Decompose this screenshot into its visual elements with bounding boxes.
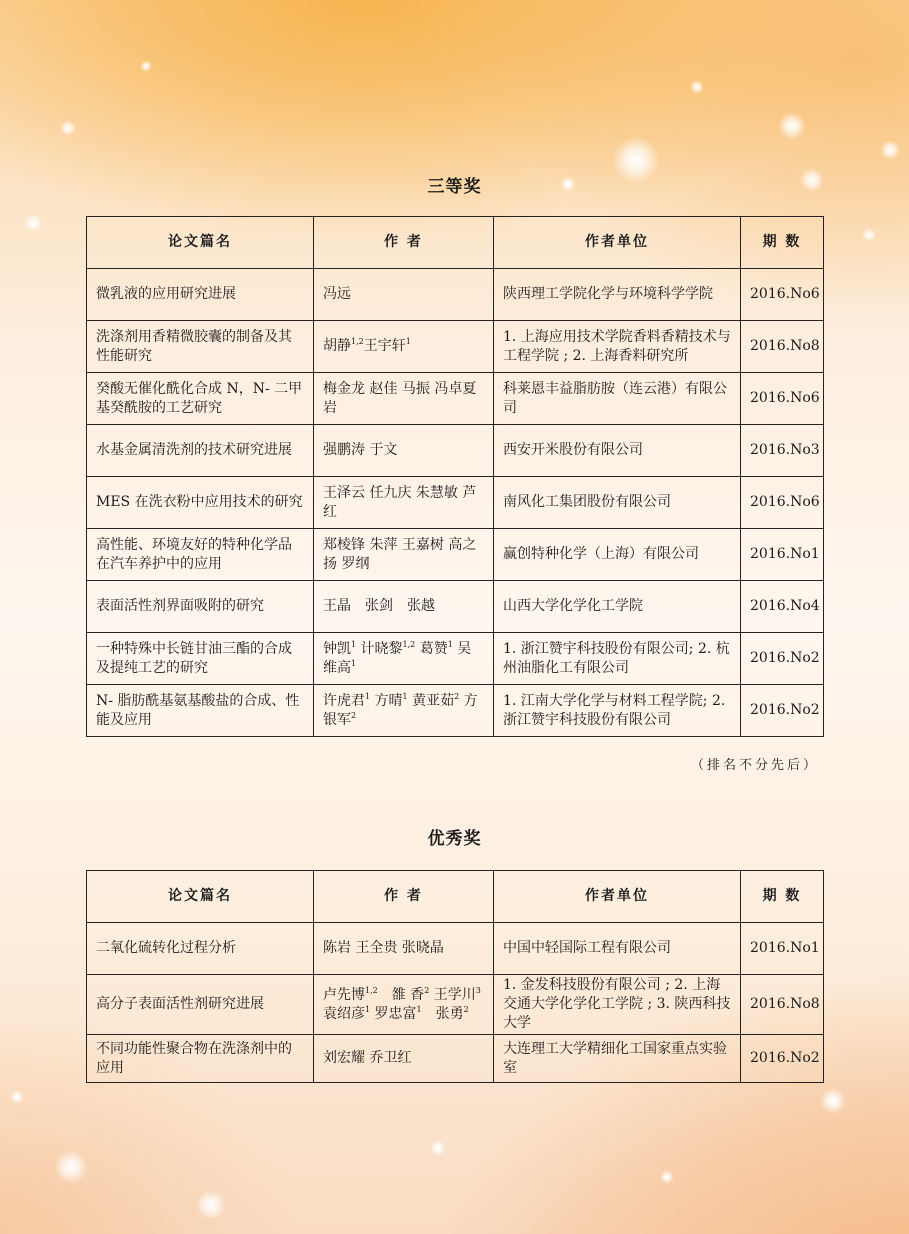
issue-cell: 2016.No6 bbox=[741, 477, 824, 529]
authors-cell bbox=[314, 321, 494, 373]
paper-title-cell: 高分子表面活性剂研究进展 bbox=[87, 975, 314, 1035]
header-issue: 期 数 bbox=[741, 217, 824, 269]
author-name: 计晓黎 bbox=[356, 640, 403, 657]
authors-cell bbox=[314, 581, 494, 633]
issue-cell: 2016.No1 bbox=[741, 923, 824, 975]
paper-title-cell: 微乳液的应用研究进展 bbox=[87, 269, 314, 321]
table-row bbox=[87, 1035, 824, 1083]
table-row bbox=[87, 269, 824, 321]
affiliation-marker: 1 bbox=[365, 691, 371, 701]
affiliation-cell: 科莱恩丰益脂肪胺（连云港）有限公司 bbox=[494, 373, 741, 425]
issue-cell: 2016.No2 bbox=[741, 685, 824, 737]
authors-cell bbox=[314, 975, 494, 1035]
header-authors: 作 者 bbox=[314, 217, 494, 269]
affiliation-marker: 1,2 bbox=[402, 639, 416, 649]
paper-title-cell: 二氧化硫转化过程分析 bbox=[87, 923, 314, 975]
paper-title-cell: 洗涤剂用香精微胶囊的制备及其性能研究 bbox=[87, 321, 314, 373]
table-row bbox=[87, 633, 824, 685]
header-unit: 作者单位 bbox=[494, 871, 741, 923]
paper-title-cell: 表面活性剂界面吸附的研究 bbox=[87, 581, 314, 633]
header-issue: 期 数 bbox=[741, 871, 824, 923]
affiliation-cell: 1. 金发科技股份有限公司 ; 2. 上海交通大学化学化工学院 ; 3. 陕西科技大学 bbox=[494, 975, 741, 1035]
table-row bbox=[87, 923, 824, 975]
issue-cell: 2016.No8 bbox=[741, 321, 824, 373]
header-paper: 论文篇名 bbox=[87, 871, 314, 923]
issue-cell: 2016.No6 bbox=[741, 269, 824, 321]
author-name: 方银军 bbox=[323, 692, 478, 728]
author-name: 方晴 bbox=[370, 692, 403, 709]
issue-cell: 2016.No2 bbox=[741, 1035, 824, 1083]
author-name: 强鹏涛 于文 bbox=[323, 442, 398, 458]
author-name: 黄亚茹 bbox=[407, 692, 455, 709]
affiliation-marker: 3 bbox=[475, 985, 481, 995]
issue-cell: 2016.No1 bbox=[741, 529, 824, 581]
authors-cell bbox=[314, 633, 494, 685]
issue-cell: 2016.No6 bbox=[741, 373, 824, 425]
affiliation-cell: 1. 江南大学化学与材料工程学院; 2. 浙江赞宇科技股份有限公司 bbox=[494, 685, 741, 737]
paper-title-cell: MES 在洗衣粉中应用技术的研究 bbox=[87, 477, 314, 529]
author-name: 梅金龙 赵佳 马振 冯卓夏岩 bbox=[323, 380, 477, 416]
author-name: 吴维高 bbox=[323, 640, 472, 676]
author-name: 王晶 张剑 张越 bbox=[323, 598, 435, 614]
table-row bbox=[87, 685, 824, 737]
author-name: 郑棱锋 朱萍 王嘉树 高之扬 罗纲 bbox=[323, 536, 477, 572]
affiliation-cell: 陕西理工学院化学与环境科学学院 bbox=[494, 269, 741, 321]
issue-cell: 2016.No2 bbox=[741, 633, 824, 685]
table-row bbox=[87, 477, 824, 529]
affiliation-cell: 南风化工集团股份有限公司 bbox=[494, 477, 741, 529]
paper-title-cell: 癸酸无催化酰化合成 N，N- 二甲基癸酰胺的工艺研究 bbox=[87, 373, 314, 425]
affiliation-cell: 大连理工大学精细化工国家重点实验室 bbox=[494, 1035, 741, 1083]
third-prize-table bbox=[86, 216, 824, 737]
authors-cell bbox=[314, 529, 494, 581]
affiliation-marker: 1 bbox=[416, 1004, 422, 1014]
authors-cell bbox=[314, 425, 494, 477]
affiliation-cell: 赢创特种化学（上海）有限公司 bbox=[494, 529, 741, 581]
author-name: 陈岩 王全贵 张晓晶 bbox=[323, 940, 444, 956]
header-unit: 作者单位 bbox=[494, 217, 741, 269]
header-authors: 作 者 bbox=[314, 871, 494, 923]
authors-cell bbox=[314, 1035, 494, 1083]
authors-cell bbox=[314, 269, 494, 321]
affiliation-marker: 2 bbox=[424, 985, 430, 995]
table-row bbox=[87, 581, 824, 633]
author-name: 王学川 bbox=[429, 986, 476, 1003]
affiliation-marker: 1 bbox=[351, 658, 357, 668]
author-name: 卢先博 bbox=[323, 986, 365, 1003]
affiliation-marker: 1 bbox=[402, 691, 408, 701]
affiliation-marker: 1 bbox=[447, 639, 453, 649]
table-row bbox=[87, 373, 824, 425]
affiliation-marker: 2 bbox=[463, 1004, 469, 1014]
paper-title-cell: 水基金属清洗剂的技术研究进展 bbox=[87, 425, 314, 477]
author-name: 刘宏耀 乔卫红 bbox=[323, 1050, 412, 1066]
author-name: 葛赞 bbox=[415, 640, 448, 657]
affiliation-cell: 西安开米股份有限公司 bbox=[494, 425, 741, 477]
author-name: 王宇轩 bbox=[363, 338, 406, 354]
excellence-prize-table bbox=[86, 870, 824, 1083]
affiliation-cell: 1. 浙江赞宇科技股份有限公司; 2. 杭州油脂化工有限公司 bbox=[494, 633, 741, 685]
author-name: 袁绍彦 bbox=[323, 986, 495, 1022]
author-name: 钟凯 bbox=[323, 640, 351, 657]
paper-title-cell: 一种特殊中长链甘油三酯的合成及提纯工艺的研究 bbox=[87, 633, 314, 685]
table-row bbox=[87, 529, 824, 581]
author-name: 张勇 bbox=[421, 1005, 464, 1022]
paper-title-cell: N- 脂肪酰基氨基酸盐的合成、性能及应用 bbox=[87, 685, 314, 737]
ranking-note: （排名不分先后） bbox=[690, 758, 819, 773]
issue-cell: 2016.No3 bbox=[741, 425, 824, 477]
authors-cell bbox=[314, 685, 494, 737]
affiliation-marker: 2 bbox=[454, 691, 460, 701]
section-title-third-prize: 三等奖 bbox=[427, 177, 482, 197]
affiliation-cell: 中国中轻国际工程有限公司 bbox=[494, 923, 741, 975]
author-name: 许虎君 bbox=[323, 692, 365, 709]
affiliation-marker: 1 bbox=[405, 337, 411, 346]
issue-cell: 2016.No8 bbox=[741, 975, 824, 1035]
table-header-row bbox=[87, 217, 824, 269]
table-header-row bbox=[87, 871, 824, 923]
table-row bbox=[87, 321, 824, 373]
paper-title-cell: 不同功能性聚合物在洗涤剂中的应用 bbox=[87, 1035, 314, 1083]
authors-cell bbox=[314, 923, 494, 975]
author-name: 胡静 bbox=[323, 338, 351, 354]
author-name: 冯远 bbox=[323, 286, 351, 302]
affiliation-cell: 山西大学化学化工学院 bbox=[494, 581, 741, 633]
affiliation-marker: 1 bbox=[365, 1004, 371, 1014]
authors-cell bbox=[314, 477, 494, 529]
author-name: 罗忠富 bbox=[370, 1005, 417, 1022]
header-paper: 论文篇名 bbox=[87, 217, 314, 269]
author-name: 雒 香 bbox=[377, 986, 425, 1003]
paper-title-cell: 高性能、环境友好的特种化学品在汽车养护中的应用 bbox=[87, 529, 314, 581]
affiliation-marker: 1,2 bbox=[351, 337, 364, 346]
section-title-excellence-prize: 优秀奖 bbox=[427, 829, 482, 849]
table-row bbox=[87, 975, 824, 1035]
affiliation-marker: 1 bbox=[351, 639, 357, 649]
table-row bbox=[87, 425, 824, 477]
author-name: 王泽云 任九庆 朱慧敏 芦红 bbox=[323, 484, 477, 520]
affiliation-marker: 1,2 bbox=[365, 985, 378, 995]
issue-cell: 2016.No4 bbox=[741, 581, 824, 633]
affiliation-marker: 2 bbox=[351, 710, 357, 720]
affiliation-cell: 1. 上海应用技术学院香料香精技术与工程学院 ; 2. 上海香料研究所 bbox=[494, 321, 741, 373]
authors-cell bbox=[314, 373, 494, 425]
